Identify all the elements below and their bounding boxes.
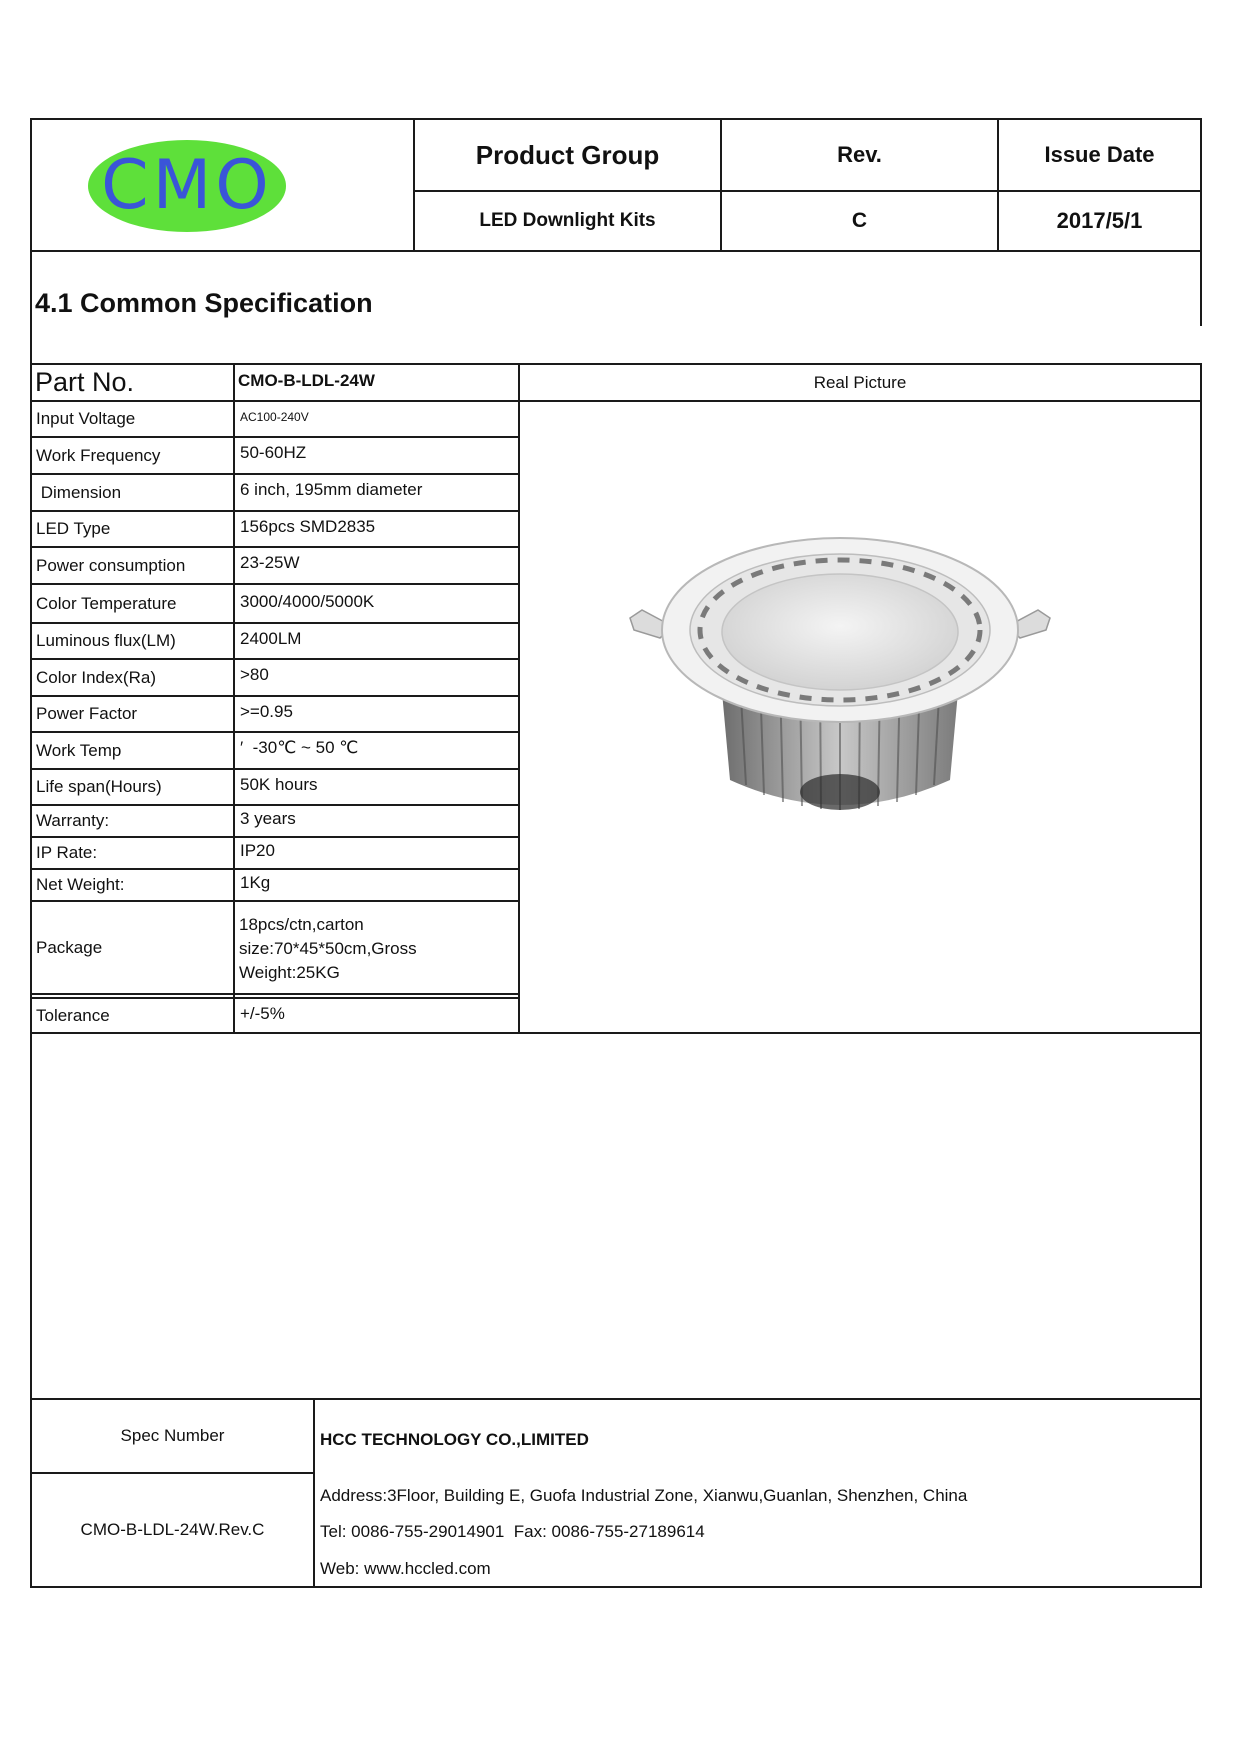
spec-value-net-weight: 1Kg — [240, 873, 271, 892]
spec-value-work-frequency: 50-60HZ — [240, 443, 307, 462]
company-name: HCC TECHNOLOGY CO.,LIMITED — [320, 1430, 589, 1449]
issue-date-label: Issue Date — [1044, 142, 1155, 167]
spec-value-luminous-flux: 2400LM — [240, 629, 302, 648]
spec-label-ip-rate: IP Rate: — [36, 843, 98, 862]
product-group-label: Product Group — [475, 139, 660, 170]
spec-value-package — [236, 913, 518, 985]
spec-label-power-factor: Power Factor — [36, 704, 138, 723]
spec-label-package: Package — [36, 937, 103, 957]
product-group-value: LED Downlight Kits — [479, 210, 656, 231]
spec-number-value: CMO-B-LDL-24W.Rev.C — [80, 1520, 265, 1539]
issue-date-value: 2017/5/1 — [1056, 208, 1143, 233]
spec-label-life-span: Life span(Hours) — [36, 777, 162, 796]
spec-value-color-index: >80 — [240, 665, 269, 684]
spec-label-led-type: LED Type — [36, 519, 111, 538]
spec-label-power-consumption: Power consumption — [36, 555, 186, 575]
spec-value-power-consumption: 23-25W — [240, 553, 300, 572]
spec-value-dimension: 6 inch, 195mm diameter — [240, 480, 423, 499]
downlight-product-image — [620, 530, 1060, 850]
rev-label: Rev. — [837, 142, 882, 167]
spec-label-work-frequency: Work Frequency — [36, 445, 161, 465]
company-address: Address:3Floor, Building E, Guofa Industrial Zone, Xianwu,Guanlan, Shenzhen, China — [320, 1486, 968, 1505]
spec-value-life-span: 50K hours — [240, 775, 318, 794]
package-line: size:70*45*50cm,Gross — [239, 939, 417, 958]
part-no-value: CMO-B-LDL-24W — [238, 371, 375, 390]
package-line: Weight:25KG — [239, 963, 340, 982]
spec-number-label: Spec Number — [120, 1426, 225, 1445]
spec-label-dimension: Dimension — [36, 482, 122, 502]
section-title: 4.1 Common Specification — [35, 288, 373, 318]
spec-label-color-index: Color Index(Ra) — [36, 667, 156, 687]
spec-label-work-temp: Work Temp — [36, 740, 122, 760]
spec-label-net-weight: Net Weight: — [36, 875, 125, 894]
spec-value-warranty: 3 years — [240, 809, 296, 828]
real-picture-label: Real Picture — [813, 372, 907, 392]
spec-label-luminous-flux: Luminous flux(LM) — [36, 631, 176, 650]
spec-value-ip-rate: IP20 — [240, 841, 275, 860]
spec-value-work-temp: ′ -30℃ ~ 50 ℃ — [240, 738, 359, 757]
part-no-label: Part No. — [35, 367, 135, 397]
spec-value-color-temperature: 3000/4000/5000K — [240, 591, 375, 611]
spec-label-tolerance: Tolerance — [36, 1005, 110, 1025]
rev-value: C — [851, 209, 868, 232]
spec-label-color-temperature: Color Temperature — [36, 593, 177, 613]
package-line: 18pcs/ctn,carton — [239, 915, 364, 934]
spec-value-tolerance: +/-5% — [240, 1003, 285, 1023]
company-tel-fax: Tel: 0086-755-29014901 Fax: 0086-755-27189614 — [320, 1522, 705, 1541]
company-logo — [88, 140, 286, 232]
spec-value-power-factor: >=0.95 — [240, 702, 293, 721]
spec-label-input-voltage: Input Voltage — [36, 409, 136, 428]
spec-label-warranty: Warranty: — [36, 811, 110, 830]
spec-value-input-voltage: AC100-240V — [240, 410, 309, 424]
company-web: Web: www.hccled.com — [320, 1559, 491, 1578]
logo-text: CMO — [101, 146, 273, 225]
spec-value-led-type: 156pcs SMD2835 — [240, 517, 376, 536]
